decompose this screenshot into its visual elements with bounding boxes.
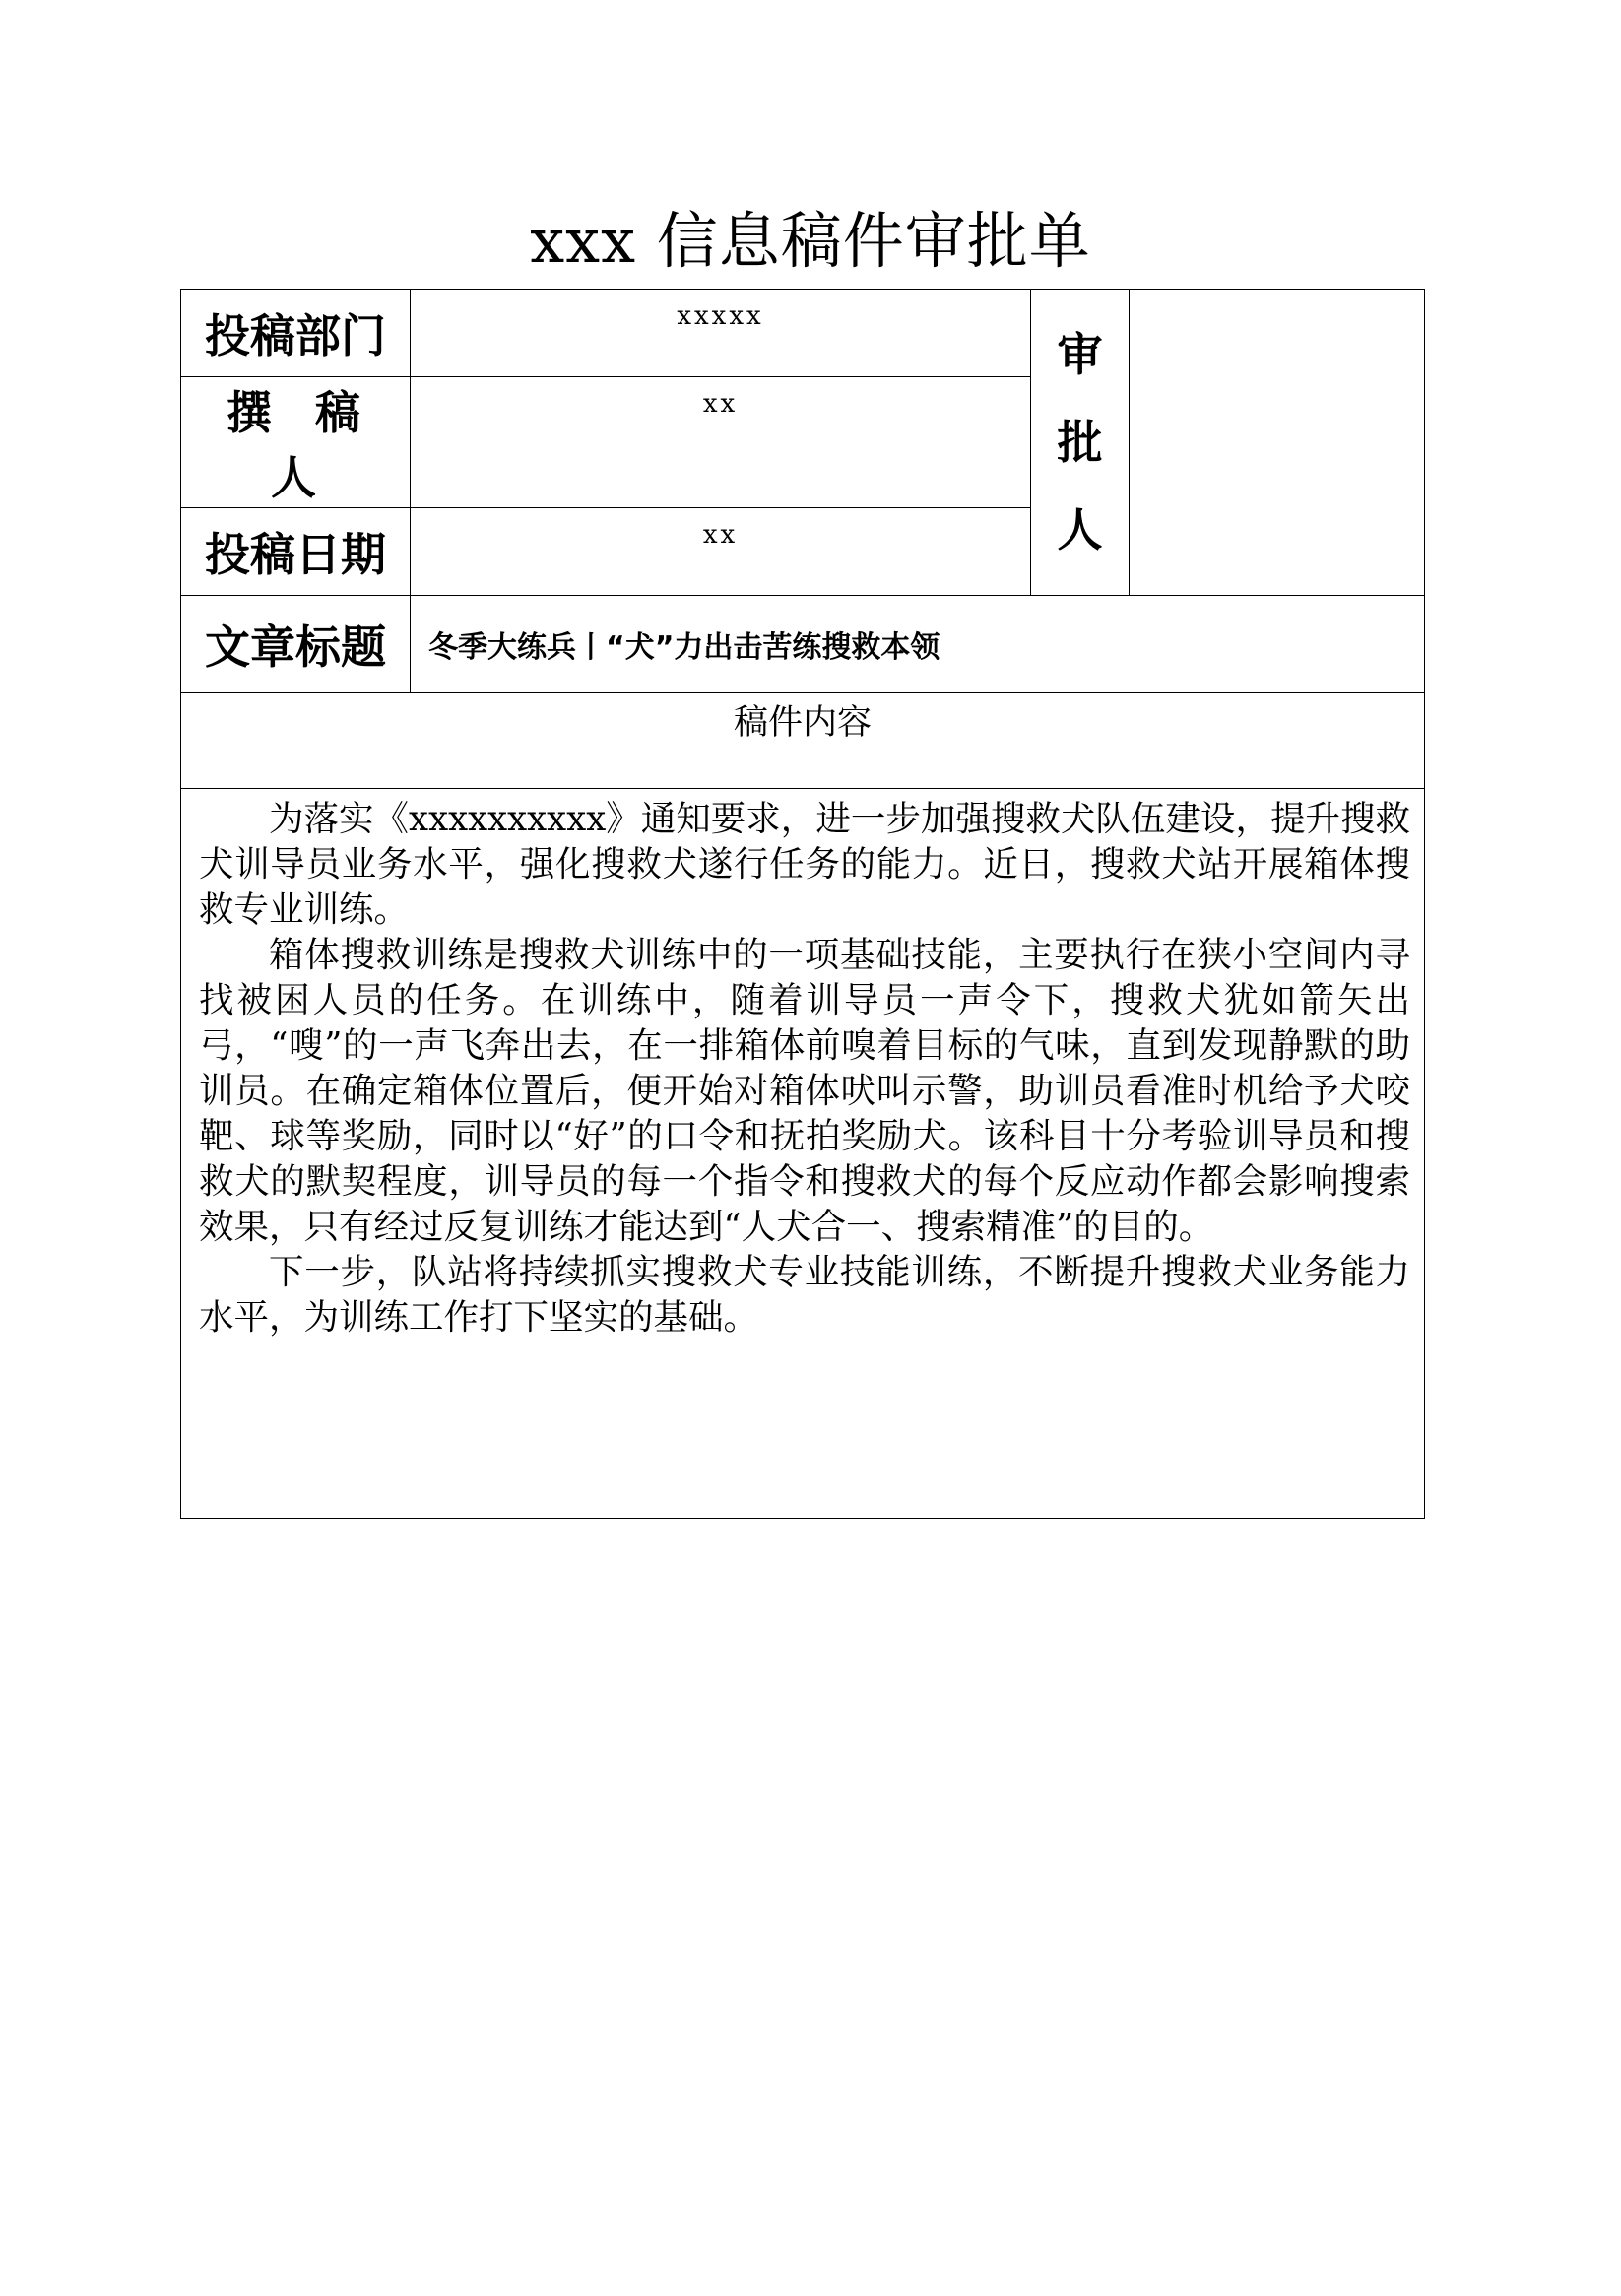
headline-value: 冬季大练兵丨“犬”力出击苦练搜救本领 bbox=[411, 596, 1425, 693]
content-paragraph: 下一步，队站将持续抓实搜救犬专业技能训练，不断提升搜救犬业务能力水平，为训练工作打下坚实的基础。 bbox=[199, 1252, 1410, 1338]
date-label: 投稿日期 bbox=[181, 508, 411, 596]
content-section-label: 稿件内容 bbox=[181, 693, 1425, 789]
department-label: 投稿部门 bbox=[181, 290, 411, 377]
approver-char-1: 审 bbox=[1057, 327, 1103, 381]
content-paragraph: 为落实《xxxxxxxxxx》通知要求，进一步加强搜救犬队伍建设，提升搜救犬训导员业务水平，强化搜救犬遂行任务的能力。近日，搜救犬站开展箱体搜救专业训练。 bbox=[199, 799, 1410, 930]
department-value: xxxxx bbox=[411, 290, 1031, 377]
page-title: xxx 信息稿件审批单 bbox=[530, 205, 1091, 277]
headline-label: 文章标题 bbox=[181, 596, 411, 693]
approver-char-3: 人 bbox=[1057, 502, 1103, 557]
approval-form-table bbox=[180, 289, 1425, 1519]
approver-char-2: 批 bbox=[1057, 415, 1103, 469]
content-body bbox=[181, 789, 1425, 1519]
content-paragraph: 箱体搜救训练是搜救犬训练中的一项基础技能，主要执行在狭小空间内寻找被困人员的任务。在训练中，随着训导员一声令下，搜救犬犹如箭矢出弓，“嗖”的一声飞奔出去，在一排箱体前嗅着目标的气味，直到发现静默的助训员。在确定箱体位置后，便开始对箱体吠叫示警，助训员看准时机给予犬咬靶、球等奖励，同时以“好”的口令和抚拍奖励犬。该科目十分考验训导员和搜救犬的默契程度，训导员的每一个指令和搜救犬的每个反应动作都会影响搜索效果，只有经过反复训练才能达到“人犬合一、搜索精准”的目的。 bbox=[199, 935, 1410, 1247]
author-value: xx bbox=[411, 377, 1031, 508]
author-label: 撰 稿 人 bbox=[181, 377, 411, 508]
approver-value bbox=[1130, 290, 1425, 596]
date-value: xx bbox=[411, 508, 1031, 596]
approver-label bbox=[1031, 290, 1130, 596]
